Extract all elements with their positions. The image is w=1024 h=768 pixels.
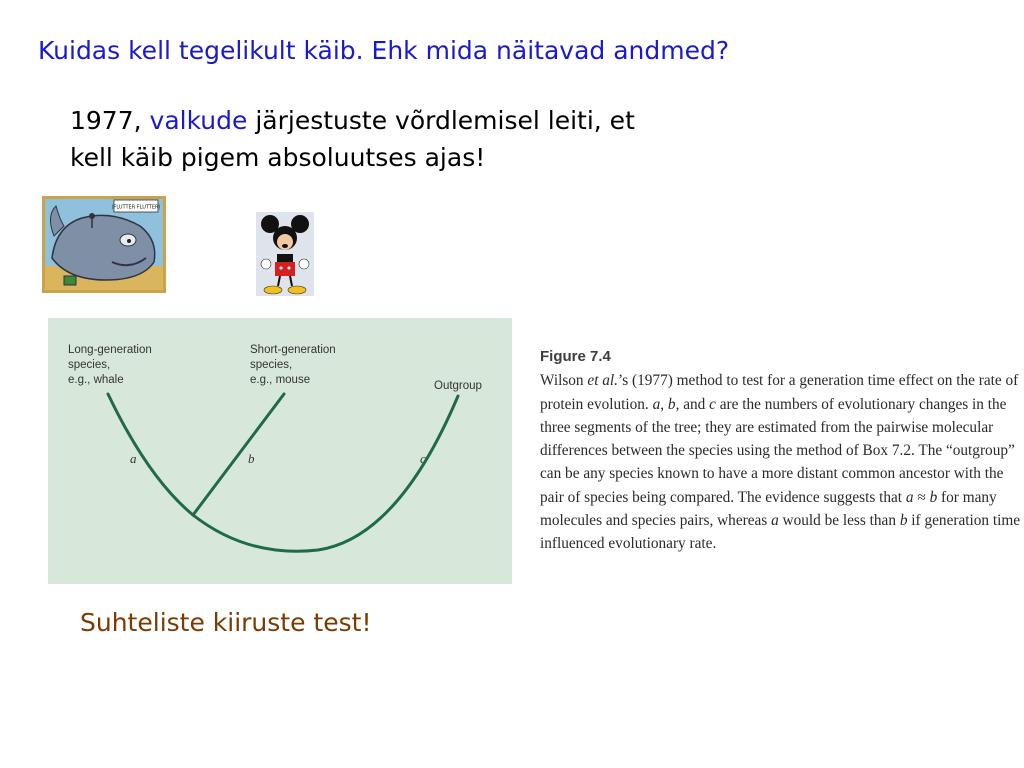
slide-title: Kuidas kell tegelikult käib. Ehk mida näitavad andmed? — [38, 36, 730, 65]
intro-prefix: 1977, — [70, 106, 150, 135]
long-gen-label-2: species, — [68, 359, 111, 371]
long-gen-label-1: Long-generation — [68, 344, 152, 356]
figure-number: Figure 7.4 — [540, 348, 611, 365]
intro-highlight: valkude — [149, 106, 248, 135]
long-gen-label-3: e.g., whale — [68, 374, 124, 386]
caption-text: Wilson et al.’s (1977) method to test for a generation time effect on the rate of protein evolution. a, b, and c are the numbers of evolutionary changes in the three segments of the tree; they are estimated from the pairwise molecular differences between the species using the method of Box 7.2. The “outgroup” can be any species known to have a more distant common ancestor with the pair of species being compared. The evidence suggests that a ≈ b for many molecules and species pairs, whereas a would be less than b if generation time influenced evolutionary rate. — [540, 372, 1021, 553]
short-gen-label-2: species, — [250, 359, 293, 371]
short-gen-label-3: e.g., mouse — [250, 374, 311, 386]
intro-text — [70, 102, 830, 176]
mickey-mouse-icon — [256, 212, 314, 296]
whale-speech: (FLUTTER FLUTTER) — [111, 204, 161, 211]
branch-b-label: b — [248, 451, 255, 466]
whale-cartoon-icon — [42, 196, 166, 293]
tree-background — [48, 318, 512, 584]
figure-caption — [540, 345, 1022, 556]
footer-text: Suhteliste kiiruste test! — [80, 608, 372, 637]
short-gen-label-1: Short-generation — [250, 344, 336, 356]
intro-line2: kell käib pigem absoluutses ajas! — [70, 143, 486, 172]
intro-rest: järjestuste võrdlemisel leiti, et — [247, 106, 635, 135]
outgroup-label: Outgroup — [434, 380, 482, 392]
branch-c-label: c — [420, 451, 426, 466]
phylogenetic-tree-diagram — [48, 318, 512, 584]
branch-a-label: a — [130, 451, 137, 466]
